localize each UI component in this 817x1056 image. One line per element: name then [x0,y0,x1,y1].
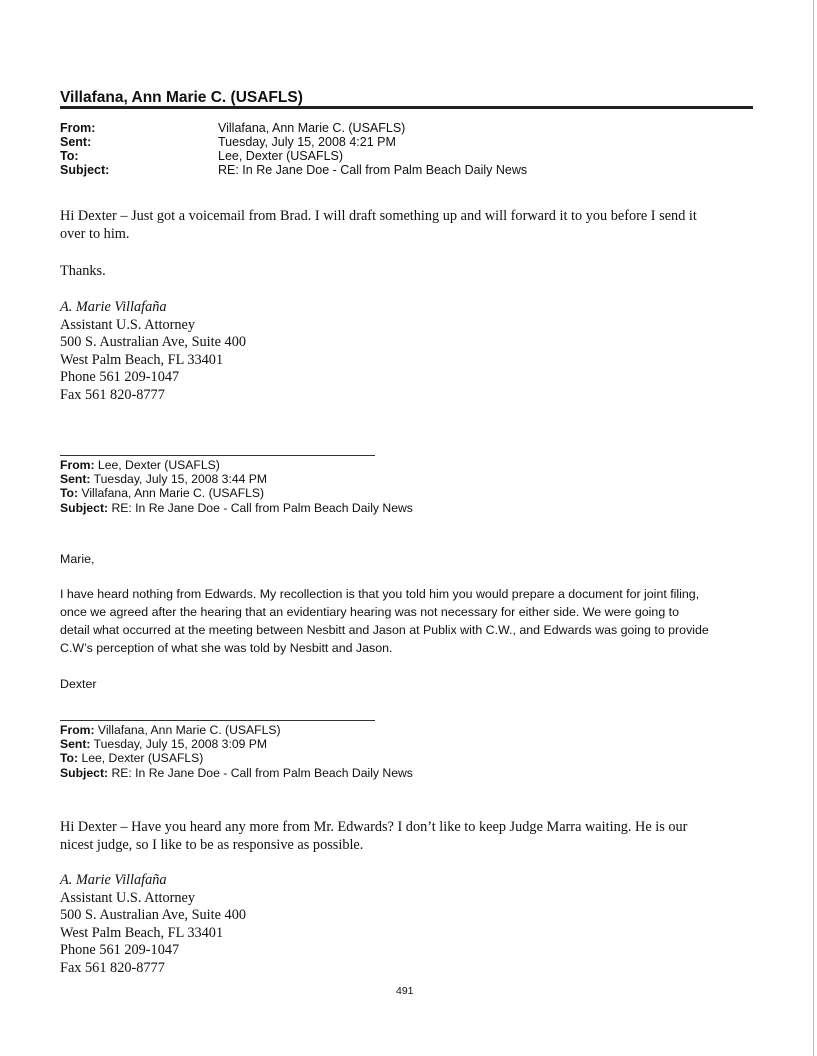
quoted-from-label: From: [60,723,95,737]
quoted-from-value: Lee, Dexter (USAFLS) [97,458,220,472]
quoted-header-1 [60,458,413,515]
header-to-value: Lee, Dexter (USAFLS) [218,149,344,163]
quoted-sent-label: Sent: [60,472,91,487]
quoted-subject-label: Subject: [60,500,109,515]
message-thanks: Thanks. [60,263,106,279]
page-number: 491 [396,985,414,997]
document-title: Villafana, Ann Marie C. (USAFLS) [60,89,303,106]
signature-address-line: 500 S. Australian Ave, Suite 400 [60,334,246,351]
header-sent-value: Tuesday, July 15, 2008 4:21 PM [218,135,396,149]
quoted-to-label: To: [60,486,79,501]
signature-phone: Phone 561 209-1047 [60,369,180,386]
message-body [60,207,760,243]
header-to-label: To: [60,149,79,163]
quoted-message-divider [60,720,375,721]
signature-fax: Fax 561 820-8777 [60,959,165,976]
message-body-line: over to him. [60,226,130,242]
quoted-greeting: Marie, [60,552,95,566]
quoted-sent-label: Sent: [60,737,91,752]
signature-name: A. Marie Villafaña [60,872,167,888]
signature-block [60,299,246,405]
signature-address-line: West Palm Beach, FL 33401 [60,351,224,368]
signature-fax: Fax 561 820-8777 [60,386,165,403]
quoted-paragraph [60,585,760,657]
header-subject-label: Subject: [60,163,110,177]
quoted-closing: Dexter [60,677,97,691]
quoted-subject-value: RE: In Re Jane Doe - Call from Palm Beach Daily News [111,765,413,780]
quoted-from-value: Villafana, Ann Marie C. (USAFLS) [97,723,281,737]
title-rule [60,106,753,109]
quoted-subject-label: Subject: [60,765,109,780]
header-sent-label: Sent: [60,135,92,149]
quoted-message-body-line: nicest judge, so I like to be as responsive as possible. [60,837,364,853]
quoted-to-value: Lee, Dexter (USAFLS) [81,751,204,766]
signature-block [60,872,246,978]
header-from-label: From: [60,121,96,135]
quoted-message-body-line: Hi Dexter – Have you heard any more from Mr. Edwards? I don’t like to keep Judge Marra waiting. He is our [60,819,688,835]
quoted-sent-value: Tuesday, July 15, 2008 3:44 PM [93,472,268,487]
scan-edge-line [813,0,814,1056]
quoted-header-2 [60,723,413,780]
quoted-subject-value: RE: In Re Jane Doe - Call from Palm Beach Daily News [111,500,413,515]
quoted-paragraph-line: once we agreed after the hearing that an evidentiary hearing was not necessary for either side. We were going to [60,605,679,619]
signature-title: Assistant U.S. Attorney [60,316,196,333]
quoted-paragraph-line: detail what occurred at the meeting between Nesbitt and Jason at Publix with C.W., and Edwards was going to provide [60,623,709,637]
quoted-message-body [60,818,760,854]
header-subject-value: RE: In Re Jane Doe - Call from Palm Beach Daily News [218,163,528,177]
signature-title: Assistant U.S. Attorney [60,889,196,906]
header-from-value: Villafana, Ann Marie C. (USAFLS) [218,121,406,135]
quoted-to-value: Villafana, Ann Marie C. (USAFLS) [81,486,265,501]
quoted-paragraph-line: I have heard nothing from Edwards. My recollection is that you told him you would prepare a document for joint filing, [60,587,700,601]
quoted-from-label: From: [60,458,95,472]
message-body-line: Hi Dexter – Just got a voicemail from Brad. I will draft something up and will forward it to you before I send it [60,208,697,224]
signature-name: A. Marie Villafaña [60,299,167,315]
signature-address-line: West Palm Beach, FL 33401 [60,924,224,941]
quoted-paragraph-line: C.W’s perception of what she was told by Nesbitt and Jason. [60,641,393,655]
quoted-to-label: To: [60,751,79,766]
quoted-message-divider [60,455,375,456]
signature-address-line: 500 S. Australian Ave, Suite 400 [60,907,246,924]
signature-phone: Phone 561 209-1047 [60,942,180,959]
quoted-sent-value: Tuesday, July 15, 2008 3:09 PM [93,737,268,752]
